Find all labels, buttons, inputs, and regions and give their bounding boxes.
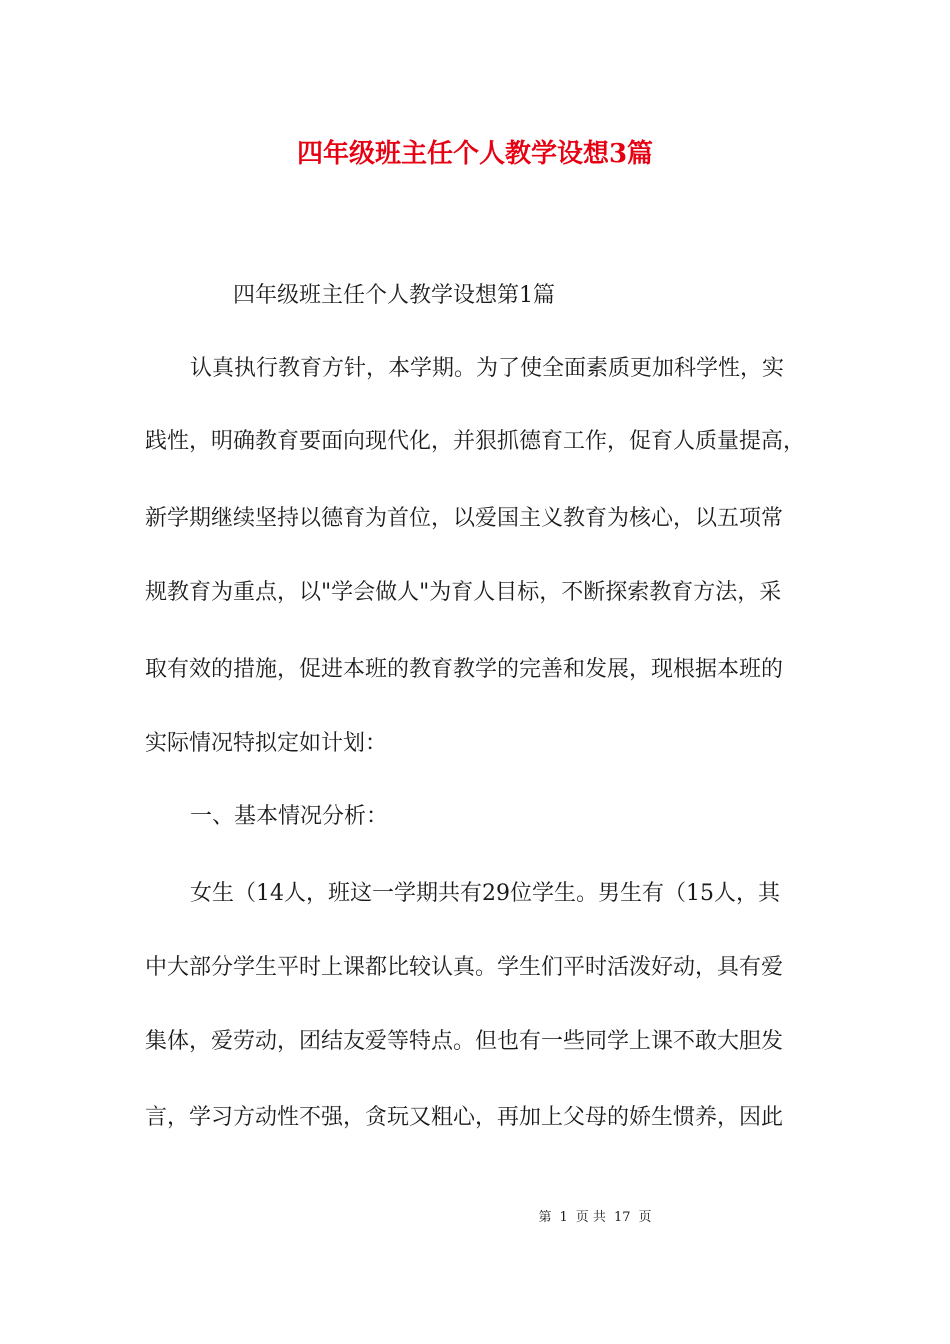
paragraph-line: 取有效的措施，促进本班的教育教学的完善和发展，现根据本班的 xyxy=(145,657,784,682)
paragraph-line: 认真执行教育方针，本学期。为了使全面素质更加科学性，实 xyxy=(190,356,785,381)
page-title: 四年级班主任个人教学设想3篇 xyxy=(296,139,654,169)
paragraph-line: 规教育为重点，以"学会做人"为育人目标，不断探索教育方法，采 xyxy=(145,580,782,605)
footer-prefix: 第 xyxy=(538,1210,552,1225)
paragraph-line: 中大部分学生平时上课都比较认真。学生们平时活泼好动，具有爱 xyxy=(145,955,784,980)
footer-mid: 页 共 xyxy=(575,1210,606,1225)
paragraph-line: 女生（14人，班这一学期共有29位学生。男生有（15人，其 xyxy=(190,881,780,906)
paragraph-line: 实际情况特拟定如计划： xyxy=(145,731,388,756)
section-heading: 四年级班主任个人教学设想第1篇 xyxy=(233,283,555,308)
page-footer xyxy=(0,1209,950,1227)
footer-current-page: 1 xyxy=(559,1210,568,1225)
footer-suffix: 页 xyxy=(638,1210,652,1225)
footer-total-pages: 17 xyxy=(613,1210,631,1225)
paragraph-line: 新学期继续坚持以德育为首位，以爱国主义教育为核心，以五项常 xyxy=(145,506,784,531)
paragraph-line: 践性，明确教育要面向现代化，并狠抓德育工作，促育人质量提高， xyxy=(145,429,806,454)
paragraph-line: 言，学习方动性不强，贪玩又粗心，再加上父母的娇生惯养，因此 xyxy=(145,1105,784,1130)
subsection-heading: 一、基本情况分析： xyxy=(190,804,389,829)
paragraph-line: 集体，爱劳动，团结友爱等特点。但也有一些同学上课不敢大胆发 xyxy=(145,1029,784,1054)
